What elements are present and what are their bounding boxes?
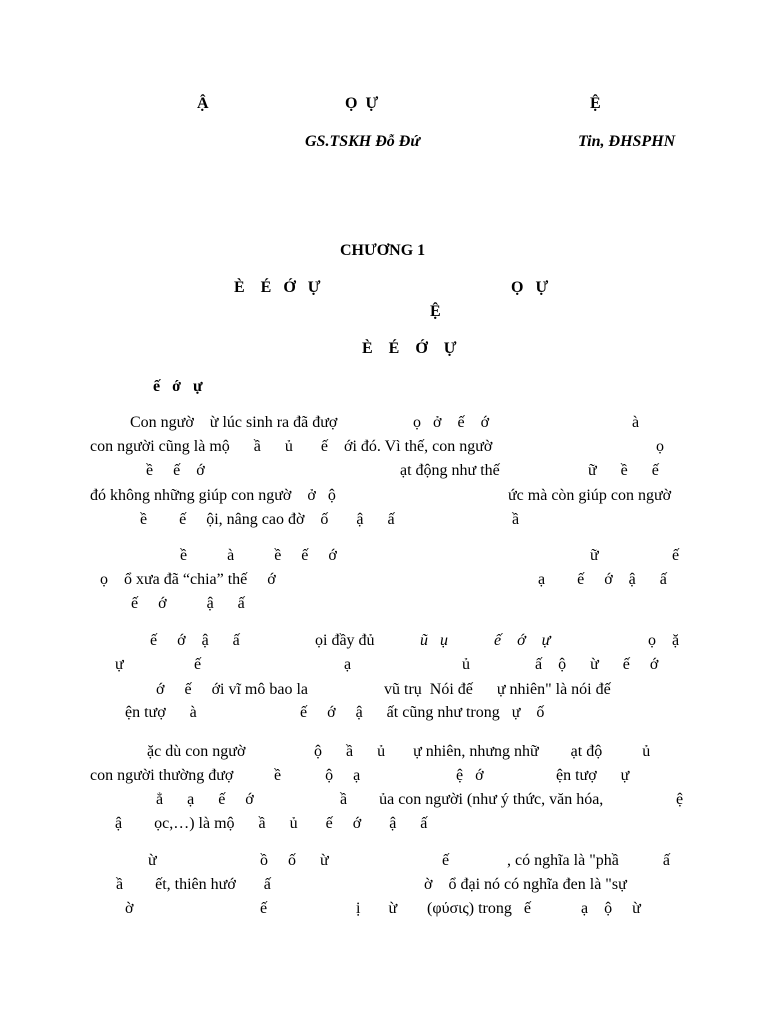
text-fragment: ặc dù con ngườ (147, 743, 246, 760)
text-fragment: ế (442, 852, 450, 869)
chapter-heading-fragment: È É Ớ Ự (234, 279, 321, 296)
text-fragment: ệ (676, 791, 684, 808)
section-heading: È É Ớ Ự (362, 340, 457, 357)
text-fragment: ề à ề ế ớ (180, 547, 337, 564)
chapter-label: CHƯƠNG 1 (340, 242, 426, 259)
text-fragment: con người cũng là mộ ầ ủ ế ới đó. Vì thế, con ngườ (90, 438, 493, 455)
text-fragment: ề ộ ạ (274, 767, 361, 784)
text-fragment: ữ ề ế (588, 462, 659, 479)
text-fragment: ạ ộ ừ (581, 900, 641, 917)
text-fragment: ế (672, 547, 680, 564)
text-fragment: ệ ớ (456, 767, 484, 784)
title-fragment: Ậ (197, 95, 209, 112)
text-fragment: ọ (656, 438, 664, 455)
text-fragment: ện tượ à (125, 704, 197, 721)
text-fragment: ọ ặ (648, 632, 680, 649)
text-fragment: ế ớ ậ ấ (131, 595, 245, 612)
text-fragment: ẳ ạ ế ớ (156, 791, 254, 808)
author-fragment: Tin, ĐHSPHN (578, 133, 676, 150)
text-fragment: đó không những giúp con ngườ ở ộ (90, 487, 336, 504)
text-fragment: ế (194, 656, 202, 673)
subsection-heading: ế ớ ự (153, 378, 203, 395)
text-fragment: ọ ổ xưa đã “chia” thế ớ (100, 571, 276, 588)
text-fragment: ầ ủa con người (như ý thức, văn hóa, (340, 791, 604, 808)
chapter-heading-fragment: Ệ (430, 303, 441, 320)
author-fragment: GS.TSKH Đỗ Đứ (305, 133, 420, 150)
text-fragment: ũ ụ (420, 632, 448, 649)
text-fragment: ờ ổ đại nó có nghĩa đen là "sự (424, 876, 627, 893)
title-fragment: Ệ (590, 95, 601, 112)
title-fragment: Ọ Ự (345, 95, 379, 112)
text-fragment: ọ ở ế ớ (413, 414, 490, 431)
chapter-heading-fragment: Ọ Ự (511, 279, 549, 296)
text-fragment: , có nghĩa là "phầ ấ (507, 852, 670, 869)
text-fragment: ữ (590, 547, 599, 564)
text-fragment: ầ (512, 511, 520, 528)
text-fragment: ề ế ội, nâng cao đờ ố ậ ấ (140, 511, 395, 528)
text-fragment: à (632, 414, 640, 431)
text-fragment: ức mà còn giúp con ngườ (508, 487, 672, 504)
text-fragment: ện tượ ự (556, 767, 630, 784)
text-fragment: ộ ầ ủ ự nhiên, nhưng nhữ ạt độ ủ (314, 743, 651, 760)
text-fragment: ầ ết, thiên hướ ấ (116, 876, 271, 893)
text-fragment: ờ (125, 900, 134, 917)
text-fragment: ế ớ ự (494, 632, 551, 649)
text-fragment: ừ (148, 852, 157, 869)
text-fragment: ạ (344, 656, 352, 673)
text-fragment: ớ ế ới vĩ mô bao la (156, 681, 309, 698)
text-fragment: ế (260, 900, 268, 917)
text-fragment: ạt động như thế (400, 462, 500, 479)
text-fragment: con người thường đượ (90, 767, 234, 784)
text-fragment: ế ớ ậ ất cũng như trong ự ố (300, 704, 545, 721)
text-fragment: ề ế ớ (146, 462, 205, 479)
text-fragment: ấ ộ ừ ế ớ (535, 656, 659, 673)
text-fragment: vũ trụ Nói đế ự nhiên" là nói đế (384, 681, 611, 698)
text-fragment: ự (115, 656, 124, 673)
text-fragment: ọi đầy đủ (315, 632, 375, 649)
text-fragment: ạ ế ớ ậ ấ (538, 571, 667, 588)
text-fragment: ủ (462, 656, 470, 673)
text-fragment: Con ngườ ừ lúc sinh ra đã đượ (130, 414, 338, 431)
text-fragment: ồ ố ừ (260, 852, 329, 869)
text-fragment: ậ ọc,…) là mộ ầ ủ ế ớ ậ ấ (115, 815, 428, 832)
text-fragment: ị ừ (356, 900, 398, 917)
text-fragment: ế ớ ậ ấ (150, 632, 240, 649)
text-fragment: (φύσις) trong ế (427, 900, 531, 917)
